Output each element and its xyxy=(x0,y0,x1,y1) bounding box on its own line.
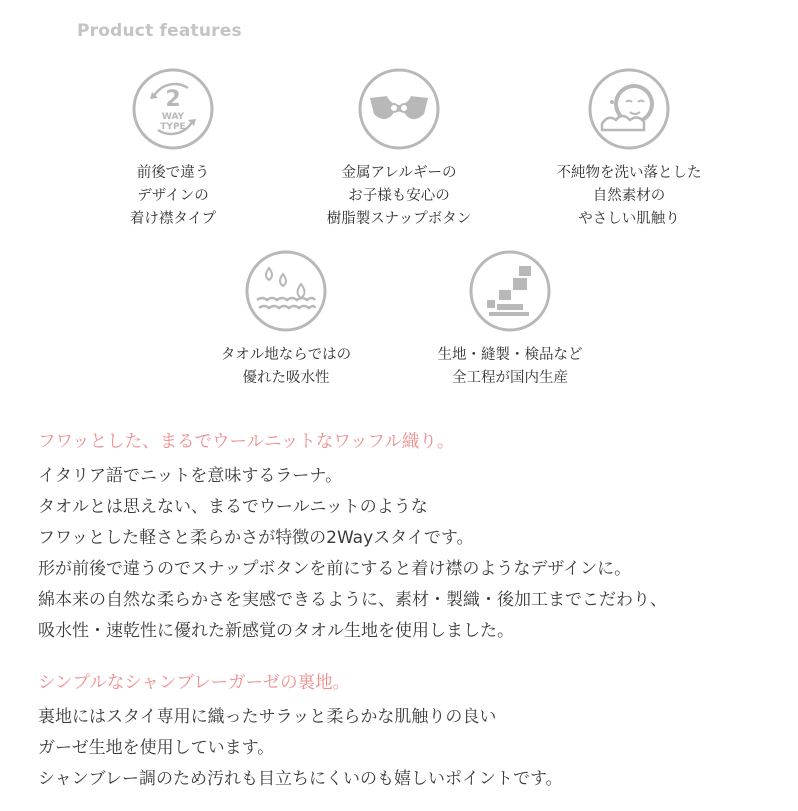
body-line: シャンブレー調のため汚れも目立ちにくいのも嬉しいポイントです。 xyxy=(38,769,563,789)
caption-line: 全工程が国内生産 xyxy=(452,370,568,386)
section-label: Product features xyxy=(77,21,242,41)
feature-made-in-japan xyxy=(400,250,620,390)
caption-line: 金属アレルギーの xyxy=(341,165,457,181)
body-line: 裏地にはスタイ専用に織ったサラッと柔らかな肌触りの良い xyxy=(38,707,497,727)
feature-two-way xyxy=(63,68,283,231)
caption-line: タオル地ならではの xyxy=(220,347,352,363)
description-section-lining xyxy=(38,670,788,795)
snap-button-icon xyxy=(358,68,440,150)
body-line: 綿本来の自然な柔らかさを実感できるように、素材・製織・後加工までこだわり、 xyxy=(38,590,667,610)
feature-caption xyxy=(289,162,509,231)
feature-caption xyxy=(176,344,396,390)
caption-line: 生地・縫製・検品など xyxy=(437,347,583,363)
caption-line: 自然素材の xyxy=(592,188,666,204)
description-section-waffle xyxy=(38,429,788,647)
caption-line: 前後で違う xyxy=(136,165,210,181)
body-line: フワッとした軽さと柔らかさが特徴の2Wayスタイです。 xyxy=(38,528,474,548)
section-body xyxy=(38,702,788,795)
body-line: 吸水性・速乾性に優れた新感覚のタオル生地を使用しました。 xyxy=(38,621,514,641)
badge-number: 2 xyxy=(165,87,181,112)
section-body xyxy=(38,461,788,647)
feature-natural-material xyxy=(519,68,739,231)
caption-line: 不純物を洗い落とした xyxy=(556,165,702,181)
badge-text-way: WAY xyxy=(161,112,185,122)
feature-caption xyxy=(400,344,620,390)
badge-text-type: TYPE xyxy=(160,122,186,132)
caption-line: 優れた吸水性 xyxy=(242,370,330,386)
caption-line: 着け襟タイプ xyxy=(129,211,217,227)
feature-caption xyxy=(519,162,739,231)
section-heading: フワッとした、まるでウールニットなワッフル織り。 xyxy=(38,432,455,452)
caption-line: お子様も安心の xyxy=(348,188,450,204)
water-drops-icon xyxy=(245,250,327,332)
factory-icon xyxy=(469,250,551,332)
caption-line: やさしい肌触り xyxy=(578,211,680,227)
body-line: ガーゼ生地を使用しています。 xyxy=(38,738,275,758)
body-line: 形が前後で違うのでスナップボタンを前にすると着け襟のようなデザインに。 xyxy=(38,559,632,579)
body-line: タオルとは思えない、まるでウールニットのような xyxy=(38,497,428,517)
caption-line: デザインの xyxy=(137,188,209,204)
caption-line: 樹脂製スナップボタン xyxy=(326,211,472,227)
body-line: イタリア語でニットを意味するラーナ。 xyxy=(38,466,343,486)
feature-snap-button xyxy=(289,68,509,231)
two-way-icon xyxy=(132,68,214,150)
baby-skin-icon xyxy=(588,68,670,150)
feature-caption xyxy=(63,162,283,231)
feature-absorbency xyxy=(176,250,396,390)
section-heading: シンプルなシャンブレーガーゼの裏地。 xyxy=(38,673,351,693)
